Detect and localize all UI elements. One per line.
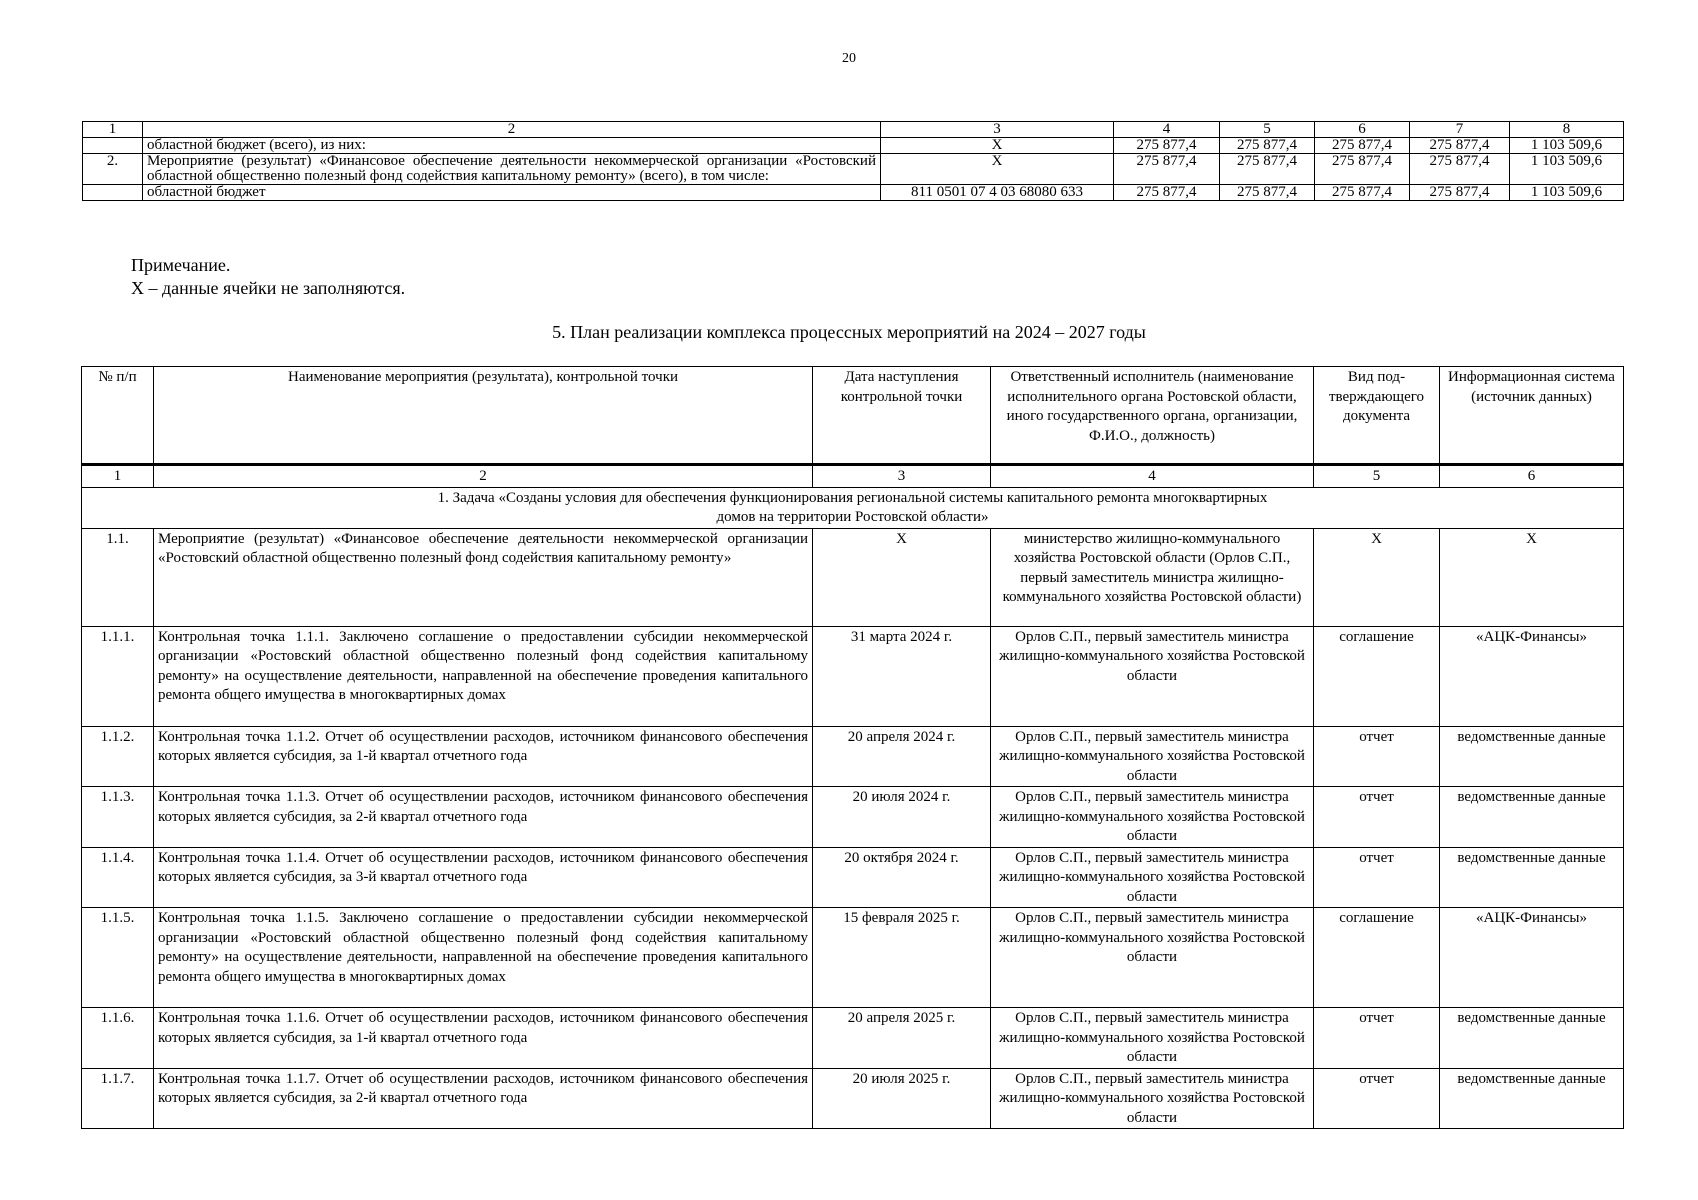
row-name: Мероприятие (результат) «Финансовое обеспечение деятельности некоммерческой организации «Ростовский областной общественно полезный фонд содействия капитальному ремонту» (всего), в том числе: — [143, 154, 881, 185]
table-row — [82, 787, 1624, 848]
value-year-4: 275 877,4 — [1410, 185, 1510, 201]
row-document: отчет — [1314, 847, 1440, 908]
row-executor: Орлов С.П., первый заместитель министра жилищно-коммунального хозяйства Ростовской области — [991, 1068, 1314, 1129]
row-number — [83, 185, 143, 201]
task-title: 1. Задача «Созданы условия для обеспечения функционирования региональной системы капитального ремонта многоквартирных домов на территории Ростовской области» — [82, 487, 1624, 528]
header-number: № п/п — [82, 367, 154, 465]
header-executor: Ответственный исполнитель (наименование исполнительного органа Ростовской области, иного государственного органа, организации, Ф.И.О., должность) — [991, 367, 1314, 465]
table-row — [82, 626, 1624, 726]
col-number: 2 — [143, 122, 881, 138]
row-name: Мероприятие (результат) «Финансовое обеспечение деятельности некоммерческой организации «Ростовский областной общественно полезный фонд содействия капитальному ремонту» — [154, 528, 813, 626]
row-date: 20 апреля 2024 г. — [813, 726, 991, 787]
row-document: отчет — [1314, 726, 1440, 787]
row-executor: Орлов С.П., первый заместитель министра жилищно-коммунального хозяйства Ростовской области — [991, 847, 1314, 908]
col-number: 8 — [1510, 122, 1624, 138]
table-row — [82, 908, 1624, 1008]
row-name: областной бюджет (всего), из них: — [143, 138, 881, 154]
page-number: 20 — [842, 51, 856, 66]
row-system: ведомственные данные — [1440, 787, 1624, 848]
value-year-4: 275 877,4 — [1410, 154, 1510, 185]
row-document: отчет — [1314, 787, 1440, 848]
value-year-2: 275 877,4 — [1220, 138, 1315, 154]
row-document: X — [1314, 528, 1440, 626]
col-number: 5 — [1314, 465, 1440, 488]
row-name: Контрольная точка 1.1.1. Заключено соглашение о предоставлении субсидии некоммерческой организации «Ростовский областной общественно полезный фонд содействия капитальному ремонту» на осуществление деятельности, направленной на обеспечение проведения капитального ремонта общего имущества в многоквартирных домах — [154, 626, 813, 726]
budget-table — [82, 121, 1624, 201]
value-year-1: 275 877,4 — [1114, 185, 1220, 201]
task-row — [82, 487, 1624, 528]
value-total: 1 103 509,6 — [1510, 185, 1624, 201]
value-year-3: 275 877,4 — [1315, 138, 1410, 154]
row-number: 1.1. — [82, 528, 154, 626]
col-number: 4 — [1114, 122, 1220, 138]
row-number: 1.1.4. — [82, 847, 154, 908]
col-number: 1 — [82, 465, 154, 488]
budget-table-col-numbers — [83, 122, 1624, 138]
row-document: отчет — [1314, 1068, 1440, 1129]
row-system: «АЦК-Финансы» — [1440, 908, 1624, 1008]
row-system: X — [1440, 528, 1624, 626]
row-number: 1.1.1. — [82, 626, 154, 726]
row-executor: Орлов С.П., первый заместитель министра жилищно-коммунального хозяйства Ростовской области — [991, 626, 1314, 726]
note — [131, 254, 405, 300]
value-year-2: 275 877,4 — [1220, 185, 1315, 201]
table-row — [83, 154, 1624, 185]
plan-table — [81, 366, 1624, 1129]
row-document: соглашение — [1314, 626, 1440, 726]
row-system: «АЦК-Финансы» — [1440, 626, 1624, 726]
row-system: ведомственные данные — [1440, 1068, 1624, 1129]
note-title: Примечание. — [131, 255, 231, 275]
budget-code: 811 0501 07 4 03 68080 633 — [881, 185, 1114, 201]
col-number: 1 — [83, 122, 143, 138]
row-date: 20 июля 2024 г. — [813, 787, 991, 848]
row-date: 20 октября 2024 г. — [813, 847, 991, 908]
value-year-3: 275 877,4 — [1315, 185, 1410, 201]
row-executor: Орлов С.П., первый заместитель министра жилищно-коммунального хозяйства Ростовской области — [991, 1008, 1314, 1069]
table-row — [82, 528, 1624, 626]
row-document: соглашение — [1314, 908, 1440, 1008]
row-date: X — [813, 528, 991, 626]
plan-table-header — [82, 367, 1624, 465]
row-date: 20 апреля 2025 г. — [813, 1008, 991, 1069]
note-text: Х – данные ячейки не заполняются. — [131, 278, 406, 298]
row-number: 1.1.3. — [82, 787, 154, 848]
row-executor: министерство жилищно-коммунального хозяйства Ростовской области (Орлов С.П., первый заместитель министра жилищно-коммунального хозяйства Ростовской области) — [991, 528, 1314, 626]
col-number: 3 — [881, 122, 1114, 138]
table-row — [82, 726, 1624, 787]
row-number: 1.1.6. — [82, 1008, 154, 1069]
row-number: 1.1.5. — [82, 908, 154, 1008]
row-name: Контрольная точка 1.1.7. Отчет об осуществлении расходов, источником финансового обеспечения которых является субсидия, за 2-й квартал отчетного года — [154, 1068, 813, 1129]
header-date: Дата наступления контрольной точки — [813, 367, 991, 465]
row-name: Контрольная точка 1.1.3. Отчет об осуществлении расходов, источником финансового обеспечения которых является субсидия, за 2-й квартал отчетного года — [154, 787, 813, 848]
row-executor: Орлов С.П., первый заместитель министра жилищно-коммунального хозяйства Ростовской области — [991, 726, 1314, 787]
header-document: Вид под-тверждающего документа — [1314, 367, 1440, 465]
row-name: Контрольная точка 1.1.2. Отчет об осуществлении расходов, источником финансового обеспечения которых является субсидия, за 1-й квартал отчетного года — [154, 726, 813, 787]
row-system: ведомственные данные — [1440, 847, 1624, 908]
value-year-2: 275 877,4 — [1220, 154, 1315, 185]
budget-code: X — [881, 138, 1114, 154]
table-row — [82, 1068, 1624, 1129]
table-row — [83, 138, 1624, 154]
value-year-1: 275 877,4 — [1114, 138, 1220, 154]
row-system: ведомственные данные — [1440, 726, 1624, 787]
row-date: 31 марта 2024 г. — [813, 626, 991, 726]
row-number: 2. — [83, 154, 143, 185]
value-year-1: 275 877,4 — [1114, 154, 1220, 185]
row-document: отчет — [1314, 1008, 1440, 1069]
row-system: ведомственные данные — [1440, 1008, 1624, 1069]
col-number: 3 — [813, 465, 991, 488]
value-total: 1 103 509,6 — [1510, 138, 1624, 154]
table-row — [82, 847, 1624, 908]
row-executor: Орлов С.П., первый заместитель министра жилищно-коммунального хозяйства Ростовской области — [991, 908, 1314, 1008]
row-name: Контрольная точка 1.1.5. Заключено соглашение о предоставлении субсидии некоммерческой организации «Ростовский областной общественно полезный фонд содействия капитальному ремонту» на осуществление деятельности, направленной на обеспечение проведения капитального ремонта общего имущества в многоквартирных домах — [154, 908, 813, 1008]
row-date: 20 июля 2025 г. — [813, 1068, 991, 1129]
header-system: Информационная система (источник данных) — [1440, 367, 1624, 465]
col-number: 6 — [1440, 465, 1624, 488]
row-number: 1.1.7. — [82, 1068, 154, 1129]
row-name: областной бюджет — [143, 185, 881, 201]
plan-table-col-numbers — [82, 465, 1624, 488]
col-number: 5 — [1220, 122, 1315, 138]
table-row — [82, 1008, 1624, 1069]
col-number: 7 — [1410, 122, 1510, 138]
col-number: 4 — [991, 465, 1314, 488]
section-title: 5. План реализации комплекса процессных мероприятий на 2024 – 2027 годы — [552, 322, 1146, 342]
row-number: 1.1.2. — [82, 726, 154, 787]
row-date: 15 февраля 2025 г. — [813, 908, 991, 1008]
row-executor: Орлов С.П., первый заместитель министра жилищно-коммунального хозяйства Ростовской области — [991, 787, 1314, 848]
table-row — [83, 185, 1624, 201]
row-name: Контрольная точка 1.1.6. Отчет об осуществлении расходов, источником финансового обеспечения которых является субсидия, за 1-й квартал отчетного года — [154, 1008, 813, 1069]
col-number: 6 — [1315, 122, 1410, 138]
value-year-4: 275 877,4 — [1410, 138, 1510, 154]
col-number: 2 — [154, 465, 813, 488]
row-name: Контрольная точка 1.1.4. Отчет об осуществлении расходов, источником финансового обеспечения которых является субсидия, за 3-й квартал отчетного года — [154, 847, 813, 908]
value-total: 1 103 509,6 — [1510, 154, 1624, 185]
header-name: Наименование мероприятия (результата), контрольной точки — [154, 367, 813, 465]
budget-code: X — [881, 154, 1114, 185]
value-year-3: 275 877,4 — [1315, 154, 1410, 185]
row-number — [83, 138, 143, 154]
